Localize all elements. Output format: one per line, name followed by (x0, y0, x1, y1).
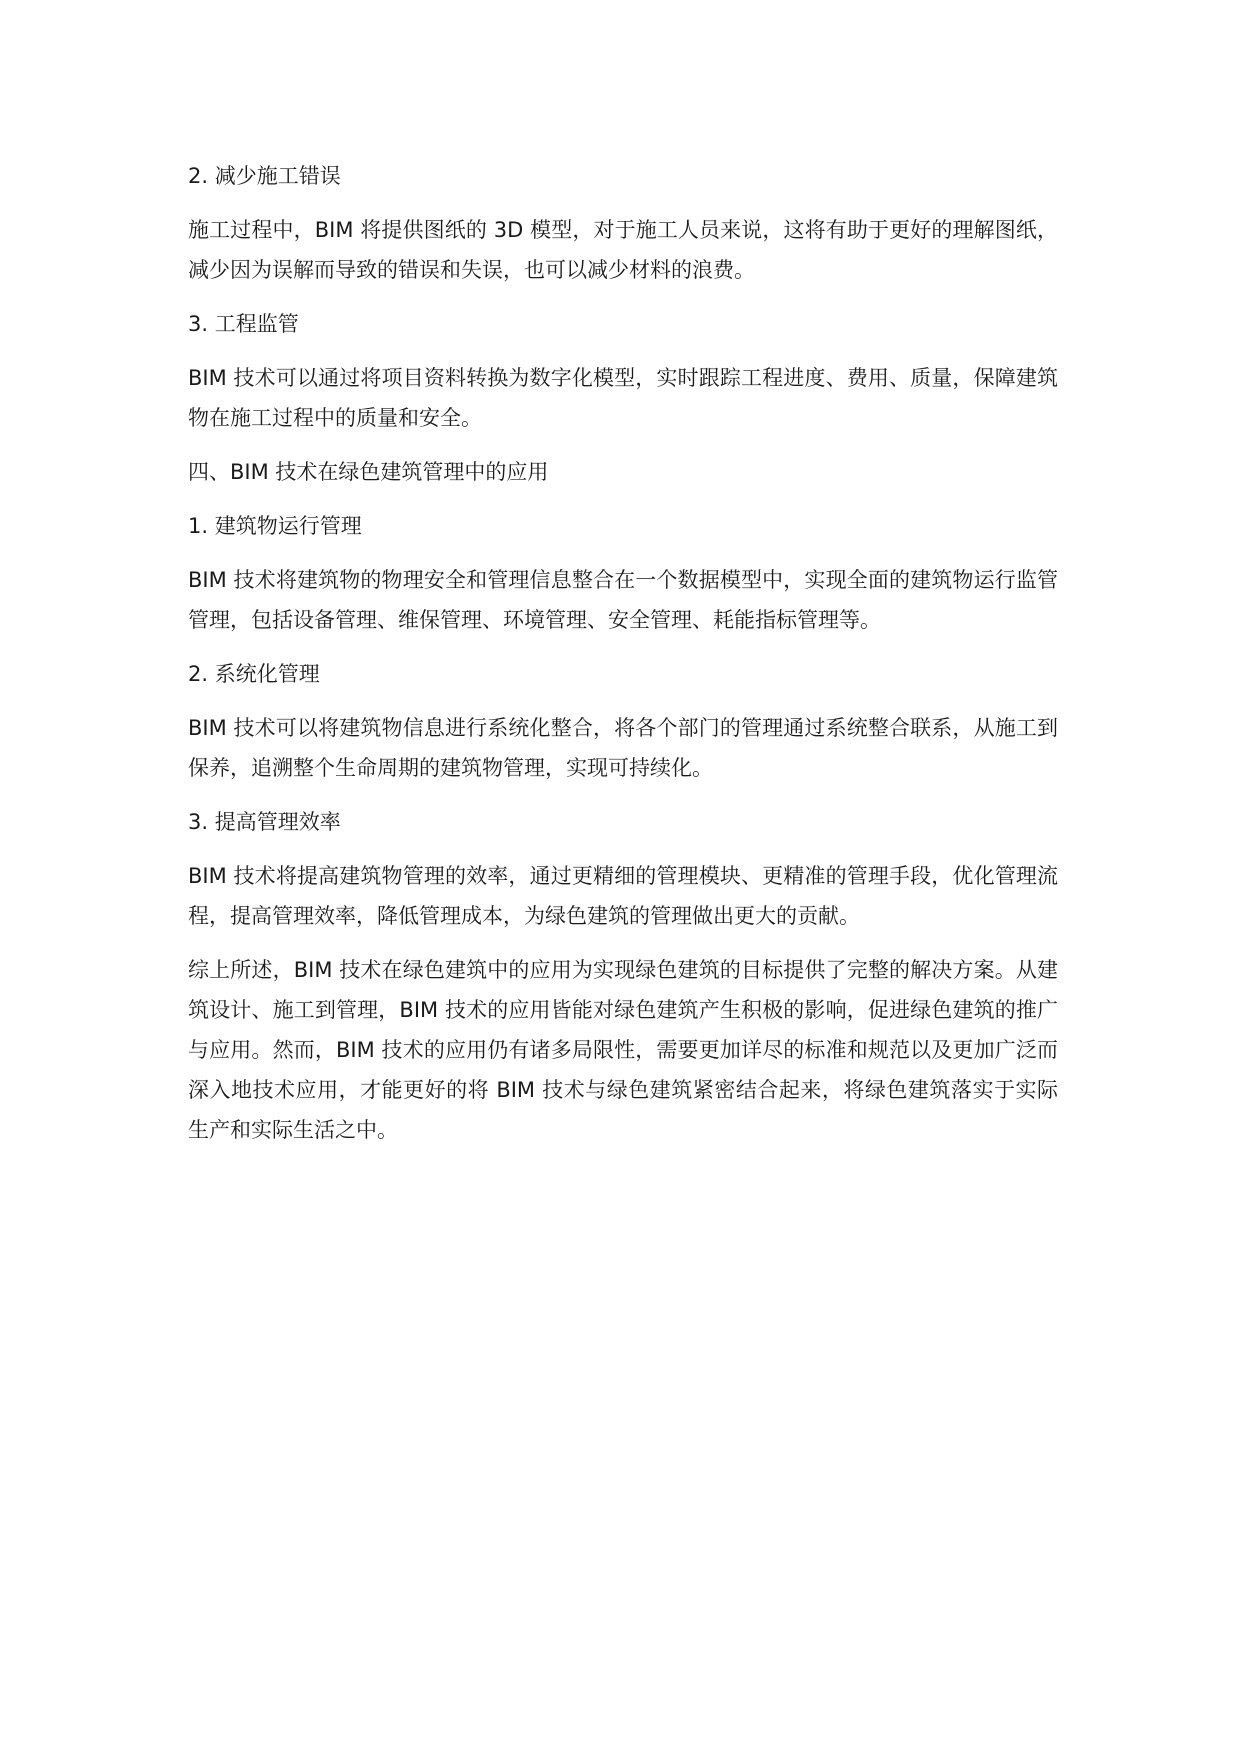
section-heading-reduce-errors: 2. 减少施工错误 (188, 164, 341, 188)
section-heading-efficiency: 3. 提高管理效率 (188, 810, 341, 834)
paragraph-conclusion: 综上所述，BIM 技术在绿色建筑中的应用为实现绿色建筑的目标提供了完整的解决方案。从建筑设计、施工到管理，BIM 技术的应用皆能对绿色建筑产生积极的影响，促进绿色建筑的推广与应用。然而，BIM 技术的应用仍有诸多局限性，需要更加详尽的标准和规范以及更加广泛而深入地技术应用，才能更好的将 BIM 技术与绿色建筑紧密结合起来，将绿色建筑落实于实际生产和实际生活之中。 (188, 958, 1058, 1142)
section-heading-systematic: 2. 系统化管理 (188, 662, 320, 686)
paragraph-supervision: BIM 技术可以通过将项目资料转换为数字化模型，实时跟踪工程进度、费用、质量，保障建筑物在施工过程中的质量和安全。 (188, 366, 1058, 430)
paragraph-systematic: BIM 技术可以将建筑物信息进行系统化整合，将各个部门的管理通过系统整合联系，从施工到保养，追溯整个生命周期的建筑物管理，实现可持续化。 (188, 716, 1058, 780)
section-heading-supervision: 3. 工程监管 (188, 312, 299, 336)
chapter-heading-green-management: 四、BIM 技术在绿色建筑管理中的应用 (188, 460, 549, 484)
section-heading-operation: 1. 建筑物运行管理 (188, 514, 362, 538)
paragraph-operation: BIM 技术将建筑物的物理安全和管理信息整合在一个数据模型中，实现全面的建筑物运行监管管理，包括设备管理、维保管理、环境管理、安全管理、耗能指标管理等。 (188, 568, 1058, 632)
paragraph-efficiency: BIM 技术将提高建筑物管理的效率，通过更精细的管理模块、更精准的管理手段，优化管理流程，提高管理效率，降低管理成本，为绿色建筑的管理做出更大的贡献。 (188, 864, 1058, 928)
paragraph-reduce-errors: 施工过程中，BIM 将提供图纸的 3D 模型，对于施工人员来说，这将有助于更好的理解图纸，减少因为误解而导致的错误和失误，也可以减少材料的浪费。 (188, 218, 1058, 282)
document-body (188, 156, 1058, 1164)
